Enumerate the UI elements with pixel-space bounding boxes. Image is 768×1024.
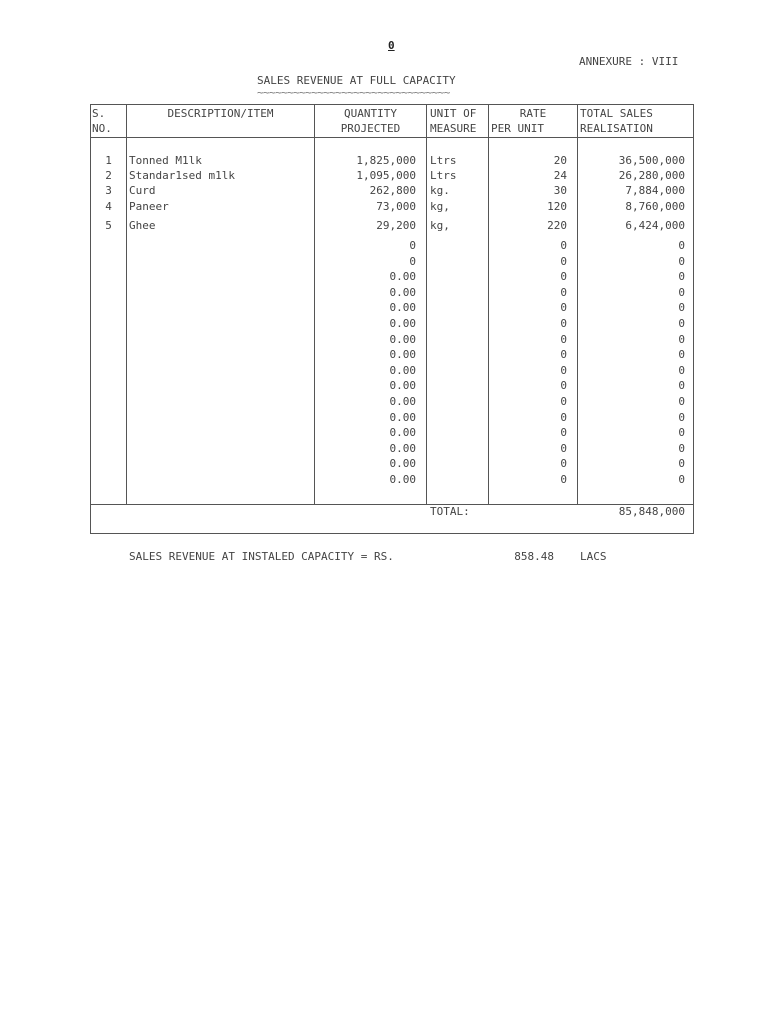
header-description: DESCRIPTION/ITEM — [167, 107, 274, 120]
item-description: Curd — [129, 184, 156, 197]
item-sno: 5 — [105, 219, 112, 232]
blank-row-total: 0 — [678, 426, 685, 440]
page-title: SALES REVENUE AT FULL CAPACITY — [257, 74, 456, 87]
footer-unit: LACS — [580, 550, 607, 563]
item-description: Tonned M1lk — [129, 154, 202, 167]
grand-total-value: 85,848,000 — [618, 505, 685, 518]
item-quantity: 1,825,000 — [356, 154, 416, 167]
blank-row-total: 0 — [678, 457, 685, 471]
item-total: 26,280,000 — [618, 169, 685, 182]
header-quantity-line2: PROJECTED — [340, 122, 401, 135]
blank-row-total: 0 — [678, 254, 685, 268]
header-quantity-line1: QUANTITY — [344, 107, 397, 120]
header-rate-line2: PER UNIT — [491, 122, 544, 135]
header-total-line2: REALISATION — [580, 122, 653, 135]
header-rate-line1: RATE — [519, 107, 547, 120]
item-rate: 20 — [553, 154, 567, 167]
blank-row-rate: 0 — [560, 317, 567, 330]
blank-row-rate: 0 — [560, 285, 567, 299]
blank-row-quantity: 0.00 — [389, 285, 416, 299]
page-number: 0 — [388, 39, 395, 52]
blank-row-rate: 0 — [560, 239, 567, 252]
blank-row-total: 0 — [678, 410, 685, 424]
blank-row-total: 0 — [678, 301, 685, 315]
item-rate: 220 — [547, 219, 567, 232]
item-unit: Ltrs — [430, 154, 457, 167]
item-quantity: 73,000 — [376, 200, 416, 213]
item-quantity: 1,095,000 — [356, 169, 416, 182]
blank-row-rate: 0 — [560, 379, 567, 393]
blank-row-quantity: 0.00 — [389, 395, 416, 408]
blank-row-quantity: 0.00 — [389, 270, 416, 284]
item-quantity: 29,200 — [376, 219, 416, 232]
column-divider — [126, 105, 127, 504]
item-rate: 120 — [547, 200, 567, 213]
blank-row-quantity: 0.00 — [389, 301, 416, 315]
blank-row-rate: 0 — [560, 363, 567, 377]
sales-revenue-table — [90, 104, 694, 534]
total-label: TOTAL: — [430, 505, 470, 518]
blank-row-quantity: 0 — [409, 239, 416, 252]
blank-row-total: 0 — [678, 395, 685, 408]
blank-row-quantity: 0.00 — [389, 332, 416, 346]
blank-row-quantity: 0.00 — [389, 317, 416, 330]
item-sno: 1 — [105, 154, 112, 167]
item-description: Standar1sed m1lk — [129, 169, 235, 182]
item-unit: kg, — [430, 219, 450, 232]
blank-row-quantity: 0.00 — [389, 348, 416, 362]
header-sno-line2: NO. — [92, 122, 112, 135]
blank-row-rate: 0 — [560, 426, 567, 440]
blank-row-quantity: 0.00 — [389, 410, 416, 424]
blank-row-total: 0 — [678, 285, 685, 299]
title-underline: ~~~~~~~~~~~~~~~~~~~~~~~~~~~~~~~~ — [257, 86, 450, 99]
blank-row-quantity: 0.00 — [389, 426, 416, 440]
blank-row-rate: 0 — [560, 410, 567, 424]
item-rate: 30 — [553, 184, 567, 197]
item-total: 36,500,000 — [618, 154, 685, 167]
header-divider — [91, 137, 693, 138]
column-divider — [426, 105, 427, 504]
item-sno: 4 — [105, 200, 112, 213]
item-rate: 24 — [553, 169, 567, 182]
blank-row-rate: 0 — [560, 348, 567, 362]
header-total-line1: TOTAL SALES — [580, 107, 653, 120]
blank-row-total: 0 — [678, 239, 685, 252]
blank-row-total: 0 — [678, 473, 685, 486]
item-unit: Ltrs — [430, 169, 457, 182]
blank-row-rate: 0 — [560, 473, 567, 486]
blank-row-quantity: 0 — [409, 254, 416, 268]
blank-row-total: 0 — [678, 332, 685, 346]
blank-row-total: 0 — [678, 363, 685, 377]
blank-row-rate: 0 — [560, 457, 567, 471]
header-unit-line1: UNIT OF — [430, 107, 477, 120]
annexure-label: ANNEXURE : VIII — [579, 55, 679, 68]
item-unit: kg. — [430, 184, 450, 197]
item-unit: kg, — [430, 200, 450, 213]
blank-row-quantity: 0.00 — [389, 473, 416, 486]
blank-row-rate: 0 — [560, 254, 567, 268]
item-description: Ghee — [129, 219, 156, 232]
item-sno: 3 — [105, 184, 112, 197]
header-sno-line1: S. — [92, 107, 106, 120]
blank-row-quantity: 0.00 — [389, 379, 416, 393]
item-quantity: 262,800 — [369, 184, 416, 197]
blank-row-rate: 0 — [560, 270, 567, 284]
item-total: 8,760,000 — [625, 200, 685, 213]
blank-row-rate: 0 — [560, 395, 567, 408]
blank-row-total: 0 — [678, 441, 685, 455]
footer-value: 858.48 — [514, 550, 554, 563]
item-description: Paneer — [129, 200, 169, 213]
blank-row-total: 0 — [678, 317, 685, 330]
item-total: 7,884,000 — [625, 184, 685, 197]
blank-row-total: 0 — [678, 379, 685, 393]
blank-row-total: 0 — [678, 270, 685, 284]
item-total: 6,424,000 — [625, 219, 685, 232]
header-unit-line2: MEASURE — [430, 122, 477, 135]
blank-row-quantity: 0.00 — [389, 441, 416, 455]
footer-note: SALES REVENUE AT INSTALED CAPACITY = RS. — [129, 550, 394, 563]
blank-row-rate: 0 — [560, 441, 567, 455]
blank-row-quantity: 0.00 — [389, 363, 416, 377]
blank-row-rate: 0 — [560, 301, 567, 315]
blank-row-total: 0 — [678, 348, 685, 362]
blank-row-rate: 0 — [560, 332, 567, 346]
item-sno: 2 — [105, 169, 112, 182]
blank-row-quantity: 0.00 — [389, 457, 416, 471]
